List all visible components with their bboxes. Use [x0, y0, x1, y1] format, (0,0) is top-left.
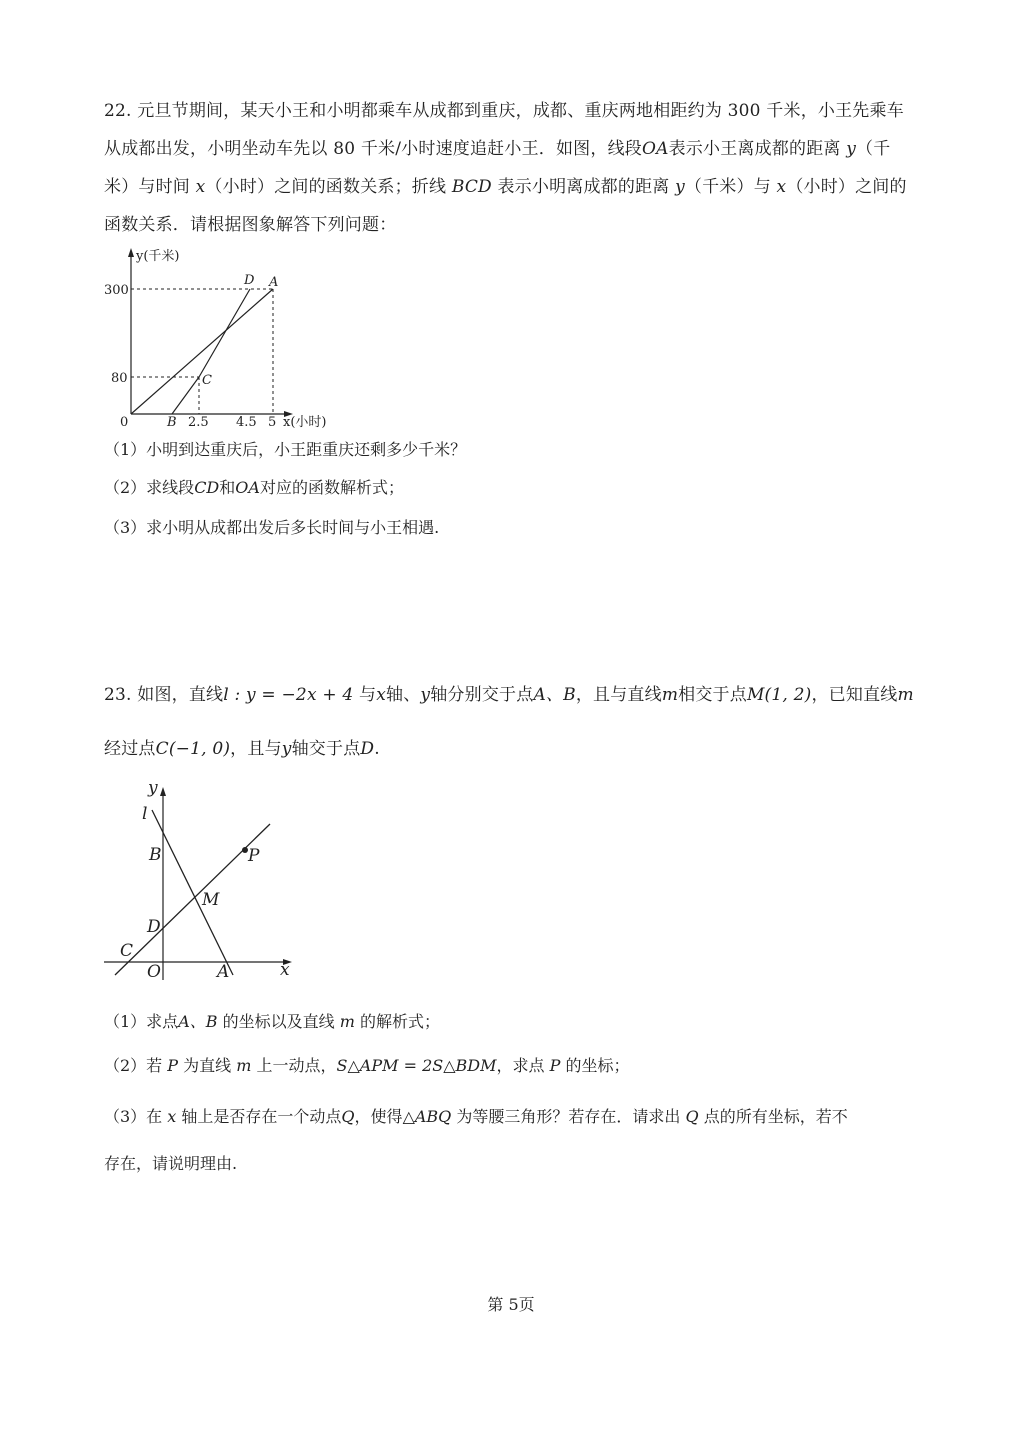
q22-y-tick-300: 300 — [104, 283, 129, 298]
q22-x-tick-5: 5 — [268, 415, 277, 429]
q23-label-M: M — [202, 890, 220, 910]
q22-x-label: x(小时) — [283, 415, 327, 429]
q23-label-D: D — [147, 917, 161, 937]
q23-line-1: 23. 如图，直线l : y = −2x + 4 与x轴、y轴分别交于点A、B，且与直线m相交于点M(1, 2)，已知直线m — [104, 685, 914, 705]
q23-line-2: 经过点C(−1, 0)，且与y轴交于点D. — [104, 739, 380, 759]
q23-label-x: x — [280, 960, 290, 980]
q23-label-C: C — [120, 941, 134, 961]
q22-segment-CD — [199, 289, 250, 377]
q23-label-B: B — [149, 845, 162, 865]
q22-segment-BC — [172, 377, 199, 414]
q22-sub-3: （3）求小明从成都出发后多长时间与小王相遇. — [104, 518, 440, 537]
q23-graph — [100, 775, 300, 985]
q22-y-arrow — [128, 248, 134, 257]
q22-x-tick-4.5: 4.5 — [236, 415, 257, 429]
q23-sub-3-line-2: 存在，请说明理由. — [104, 1154, 238, 1173]
q22-text — [104, 92, 916, 244]
q22-line-2: 从成都出发，小明坐动车先以 80 千米/小时速度追赶小王．如图，线段OA表示小王离成都的距离 y（千 — [104, 139, 891, 159]
q23-sub-3: （3）在 x 轴上是否存在一个动点Q，使得△ABQ 为等腰三角形？若存在．请求出 Q 点的所有坐标，若不 — [104, 1107, 848, 1126]
q22-point-D: D — [244, 273, 255, 288]
q23-label-y: y — [148, 778, 158, 798]
page-number: 第 5页 — [487, 1295, 535, 1314]
q22-x-tick-2.5: 2.5 — [188, 415, 209, 429]
q23-label-A: A — [217, 962, 230, 982]
q22-line-4: 函数关系．请根据图象解答下列问题： — [104, 215, 397, 235]
q22-sub-1: （1）小明到达重庆后，小王距重庆还剩多少千米？ — [104, 440, 467, 459]
q22-line-1: 22. 元旦节期间，某天小王和小明都乘车从成都到重庆，成都、重庆两地相距约为 300 千米，小王先乘车 — [104, 101, 904, 121]
q23-y-arrow — [160, 787, 166, 796]
q23-text — [104, 668, 916, 776]
q23-label-l: l — [142, 804, 148, 824]
q23-sub-1: （1）求点A、B 的坐标以及直线 m 的解析式； — [104, 1012, 440, 1031]
q22-y-tick-80: 80 — [111, 371, 128, 386]
q22-point-B: B — [167, 415, 177, 429]
q22-y-label: y(千米) — [136, 249, 180, 264]
q22-x-tick-0: 0 — [120, 415, 129, 429]
q23-line-m — [115, 824, 270, 975]
q22-sub-2: （2）求线段CD和OA对应的函数解析式； — [104, 478, 404, 497]
q23-sub-2: （2）若 P 为直线 m 上一动点，S△APM = 2S△BDM，求点 P 的坐标； — [104, 1056, 630, 1075]
q22-point-C: C — [202, 373, 212, 388]
q23-label-O: O — [147, 962, 161, 982]
q22-line-3: 米）与时间 x（小时）之间的函数关系；折线 BCD 表示小明离成都的距离 y（千米）与 x（小时）之间的 — [104, 177, 907, 197]
q22-graph — [100, 244, 350, 429]
q23-line-l — [152, 810, 233, 975]
q23-label-P: P — [248, 846, 260, 866]
q22-point-A: A — [269, 275, 279, 290]
q22-segment-OA — [131, 289, 273, 414]
